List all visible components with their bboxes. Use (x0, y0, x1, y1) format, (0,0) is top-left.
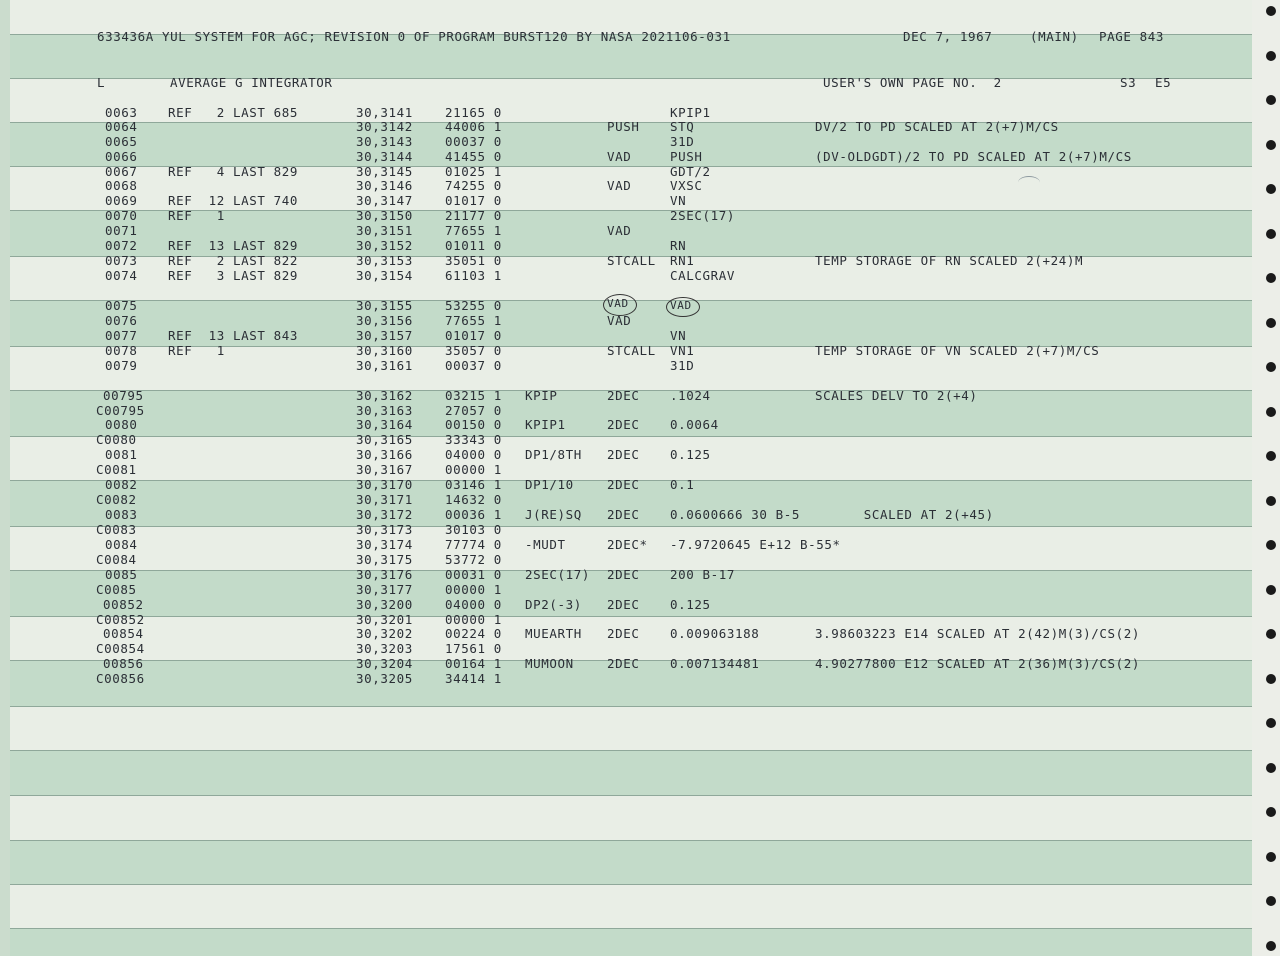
operand: 0.007134481 (670, 656, 760, 671)
reference: REF 13 LAST 829 (168, 238, 299, 253)
octal-word: 00037 0 (445, 358, 502, 373)
sheet-code-e5: E5 (1155, 75, 1172, 90)
octal-word: 01025 1 (445, 164, 502, 179)
address: 30,3173 (356, 522, 413, 537)
address: 30,3163 (356, 403, 413, 418)
line-number: C0083 (96, 522, 137, 537)
octal-word: 00224 0 (445, 626, 502, 641)
band-rule (10, 616, 1252, 617)
operand: 0.125 (670, 447, 711, 462)
address: 30,3170 (356, 477, 413, 492)
opcode: STCALL (607, 343, 656, 358)
octal-word: 74255 0 (445, 178, 502, 193)
tractor-hole (1266, 51, 1276, 61)
operand: .1024 (670, 388, 711, 403)
band-rule (10, 436, 1252, 437)
label: J(RE)SQ (525, 507, 582, 522)
address: 30,3204 (356, 656, 413, 671)
operand: VN1 (670, 343, 695, 358)
octal-word: 53772 0 (445, 552, 502, 567)
label: MUMOON (525, 656, 574, 671)
octal-word: 41455 0 (445, 149, 502, 164)
line-number: 0077 (105, 328, 138, 343)
address: 30,3160 (356, 343, 413, 358)
band-rule (10, 526, 1252, 527)
line-number: 0084 (105, 537, 138, 552)
octal-word: 03215 1 (445, 388, 502, 403)
octal-word: 21177 0 (445, 208, 502, 223)
tractor-hole (1266, 140, 1276, 150)
tractor-hole (1266, 318, 1276, 328)
opcode: VAD (607, 313, 632, 328)
line-number: 0082 (105, 477, 138, 492)
tractor-hole (1266, 718, 1276, 728)
line-number: 0067 (105, 164, 138, 179)
header-date: DEC 7, 1967 (903, 29, 993, 44)
address: 30,3143 (356, 134, 413, 149)
line-number: 0065 (105, 134, 138, 149)
tractor-hole (1266, 763, 1276, 773)
comment: 4.90277800 E12 SCALED AT 2(36)M(3)/CS(2) (815, 656, 1141, 671)
opcode: VAD (607, 149, 632, 164)
greenbar-band (10, 884, 1252, 928)
octal-word: 00000 1 (445, 462, 502, 477)
label: DP1/10 (525, 477, 574, 492)
operand: 31D (670, 134, 695, 149)
line-number: C0084 (96, 552, 137, 567)
tractor-hole (1266, 585, 1276, 595)
tractor-hole (1266, 229, 1276, 239)
octal-word: 53255 0 (445, 298, 502, 313)
octal-word: 35057 0 (445, 343, 502, 358)
address: 30,3177 (356, 582, 413, 597)
line-number: C00852 (96, 612, 145, 627)
line-number: 0079 (105, 358, 138, 373)
address: 30,3167 (356, 462, 413, 477)
opcode: 2DEC (607, 388, 640, 403)
handwritten-vad-2: VAD (670, 299, 692, 312)
line-number: C0080 (96, 432, 137, 447)
line-number: 0066 (105, 149, 138, 164)
line-number: 0075 (105, 298, 138, 313)
line-number: C0085 (96, 582, 137, 597)
greenbar-band (10, 928, 1252, 956)
line-number: 00795 (103, 388, 144, 403)
line-number: 0071 (105, 223, 138, 238)
octal-word: 00164 1 (445, 656, 502, 671)
operand: CALCGRAV (670, 268, 736, 283)
address: 30,3203 (356, 641, 413, 656)
tractor-hole (1266, 629, 1276, 639)
operand: 0.0600666 30 B-5 (670, 507, 801, 522)
operand: 0.009063188 (670, 626, 760, 641)
opcode: 2DEC (607, 567, 640, 582)
tractor-hole (1266, 496, 1276, 506)
line-number: 0076 (105, 313, 138, 328)
opcode: PUSH (607, 119, 640, 134)
address: 30,3162 (356, 388, 413, 403)
tractor-hole (1266, 184, 1276, 194)
label: KPIP (525, 388, 558, 403)
address: 30,3175 (356, 552, 413, 567)
line-number: 0085 (105, 567, 138, 582)
octal-word: 00036 1 (445, 507, 502, 522)
tractor-hole (1266, 6, 1276, 16)
address: 30,3156 (356, 313, 413, 328)
opcode: 2DEC (607, 447, 640, 462)
label: -MUDT (525, 537, 566, 552)
line-number: 0080 (105, 417, 138, 432)
address: 30,3142 (356, 119, 413, 134)
label: DP2(-3) (525, 597, 582, 612)
address: 30,3154 (356, 268, 413, 283)
tractor-hole (1266, 451, 1276, 461)
routine-title: AVERAGE G INTEGRATOR (170, 75, 333, 90)
line-number: C00856 (96, 671, 145, 686)
operand: VN (670, 328, 687, 343)
operand: -7.9720645 E+12 B-55* (670, 537, 841, 552)
pencil-mark (1018, 176, 1040, 189)
users-own-page: USER'S OWN PAGE NO. 2 (823, 75, 1002, 90)
octal-word: 04000 0 (445, 597, 502, 612)
octal-word: 03146 1 (445, 477, 502, 492)
line-number: 00852 (103, 597, 144, 612)
tractor-hole (1266, 941, 1276, 951)
octal-word: 01017 0 (445, 328, 502, 343)
operand: STQ (670, 119, 695, 134)
comment: SCALES DELV TO 2(+4) (815, 388, 978, 403)
octal-word: 14632 0 (445, 492, 502, 507)
address: 30,3152 (356, 238, 413, 253)
opcode: 2DEC (607, 507, 640, 522)
tractor-hole (1266, 362, 1276, 372)
label: 2SEC(17) (525, 567, 591, 582)
address: 30,3147 (356, 193, 413, 208)
operand: 0.125 (670, 597, 711, 612)
comment: SCALED AT 2(+45) (815, 507, 994, 522)
greenbar-band (10, 706, 1252, 750)
address: 30,3145 (356, 164, 413, 179)
band-rule (10, 928, 1252, 929)
address: 30,3202 (356, 626, 413, 641)
tractor-hole (1266, 95, 1276, 105)
label: DP1/8TH (525, 447, 582, 462)
opcode: 2DEC (607, 656, 640, 671)
address: 30,3164 (356, 417, 413, 432)
octal-word: 77774 0 (445, 537, 502, 552)
opcode: VAD (607, 178, 632, 193)
operand: VXSC (670, 178, 703, 193)
octal-word: 01017 0 (445, 193, 502, 208)
line-number: C00854 (96, 641, 145, 656)
line-number: 0073 (105, 253, 138, 268)
operand: RN1 (670, 253, 695, 268)
opcode: 2DEC* (607, 537, 648, 552)
opcode: 2DEC (607, 597, 640, 612)
handwritten-vad-1: VAD (607, 297, 629, 310)
address: 30,3157 (356, 328, 413, 343)
comment: TEMP STORAGE OF VN SCALED 2(+7)M/CS (815, 343, 1100, 358)
reference: REF 1 (168, 343, 225, 358)
octal-word: 01011 0 (445, 238, 502, 253)
header-section: (MAIN) (1030, 29, 1079, 44)
operand: PUSH (670, 149, 703, 164)
operand: 0.1 (670, 477, 695, 492)
octal-word: 33343 0 (445, 432, 502, 447)
address: 30,3205 (356, 671, 413, 686)
comment: TEMP STORAGE OF RN SCALED 2(+24)M (815, 253, 1084, 268)
line-number: 0072 (105, 238, 138, 253)
reference: REF 3 LAST 829 (168, 268, 299, 283)
address: 30,3150 (356, 208, 413, 223)
line-number: C0082 (96, 492, 137, 507)
greenbar-band (10, 795, 1252, 840)
opcode: 2DEC (607, 477, 640, 492)
line-number: 0078 (105, 343, 138, 358)
opcode: 2DEC (607, 626, 640, 641)
octal-word: 00000 1 (445, 582, 502, 597)
operand: 2SEC(17) (670, 208, 736, 223)
sheet-code-s3: S3 (1120, 75, 1137, 90)
address: 30,3144 (356, 149, 413, 164)
address: 30,3165 (356, 432, 413, 447)
header-page-number: PAGE 843 (1099, 29, 1165, 44)
opcode: STCALL (607, 253, 656, 268)
line-number: 0064 (105, 119, 138, 134)
header-title: 633436A YUL SYSTEM FOR AGC; REVISION 0 OF PROGRAM BURST120 BY NASA 2021106-031 (97, 29, 731, 44)
octal-word: 00150 0 (445, 417, 502, 432)
comment: DV/2 TO PD SCALED AT 2(+7)M/CS (815, 119, 1059, 134)
address: 30,3166 (356, 447, 413, 462)
line-number: 00854 (103, 626, 144, 641)
address: 30,3171 (356, 492, 413, 507)
line-number: 00856 (103, 656, 144, 671)
operand: VN (670, 193, 687, 208)
band-rule (10, 840, 1252, 841)
tractor-hole (1266, 896, 1276, 906)
line-number: 0063 (105, 105, 138, 120)
band-rule (10, 884, 1252, 885)
address: 30,3201 (356, 612, 413, 627)
greenbar-band (10, 840, 1252, 884)
address: 30,3161 (356, 358, 413, 373)
operand: RN (670, 238, 687, 253)
operand: 31D (670, 358, 695, 373)
line-number: 0070 (105, 208, 138, 223)
line-number: 0068 (105, 178, 138, 193)
line-number: 0083 (105, 507, 138, 522)
reference: REF 13 LAST 843 (168, 328, 299, 343)
address: 30,3141 (356, 105, 413, 120)
operand: GDT/2 (670, 164, 711, 179)
octal-word: 17561 0 (445, 641, 502, 656)
label: KPIP1 (525, 417, 566, 432)
band-rule (10, 706, 1252, 707)
octal-word: 00031 0 (445, 567, 502, 582)
comment: 3.98603223 E14 SCALED AT 2(42)M(3)/CS(2) (815, 626, 1141, 641)
operand: 0.0064 (670, 417, 719, 432)
line-number: 0074 (105, 268, 138, 283)
address: 30,3151 (356, 223, 413, 238)
octal-word: 77655 1 (445, 223, 502, 238)
reference: REF 2 LAST 685 (168, 105, 299, 120)
operand: 200 B-17 (670, 567, 736, 582)
band-rule (10, 795, 1252, 796)
octal-word: 27057 0 (445, 403, 502, 418)
tractor-hole (1266, 273, 1276, 283)
octal-word: 34414 1 (445, 671, 502, 686)
address: 30,3146 (356, 178, 413, 193)
opcode: VAD (607, 223, 632, 238)
octal-word: 77655 1 (445, 313, 502, 328)
reference: REF 2 LAST 822 (168, 253, 299, 268)
tractor-hole (1266, 807, 1276, 817)
address: 30,3200 (356, 597, 413, 612)
octal-word: 00037 0 (445, 134, 502, 149)
reference: REF 1 (168, 208, 225, 223)
address: 30,3155 (356, 298, 413, 313)
address: 30,3153 (356, 253, 413, 268)
octal-word: 21165 0 (445, 105, 502, 120)
octal-word: 00000 1 (445, 612, 502, 627)
address: 30,3176 (356, 567, 413, 582)
address: 30,3172 (356, 507, 413, 522)
reference: REF 12 LAST 740 (168, 193, 299, 208)
tractor-hole (1266, 674, 1276, 684)
octal-word: 44006 1 (445, 119, 502, 134)
tractor-hole (1266, 540, 1276, 550)
subheader-letter: L (97, 75, 106, 90)
octal-word: 35051 0 (445, 253, 502, 268)
line-number: C0081 (96, 462, 137, 477)
tractor-hole (1266, 407, 1276, 417)
label: MUEARTH (525, 626, 582, 641)
octal-word: 04000 0 (445, 447, 502, 462)
octal-word: 30103 0 (445, 522, 502, 537)
tractor-hole (1266, 852, 1276, 862)
line-number: 0081 (105, 447, 138, 462)
address: 30,3174 (356, 537, 413, 552)
operand: KPIP1 (670, 105, 711, 120)
comment: (DV-OLDGDT)/2 TO PD SCALED AT 2(+7)M/CS (815, 149, 1132, 164)
reference: REF 4 LAST 829 (168, 164, 299, 179)
octal-word: 61103 1 (445, 268, 502, 283)
line-number: 0069 (105, 193, 138, 208)
band-rule (10, 750, 1252, 751)
greenbar-band (10, 750, 1252, 795)
line-number: C00795 (96, 403, 145, 418)
opcode: 2DEC (607, 417, 640, 432)
